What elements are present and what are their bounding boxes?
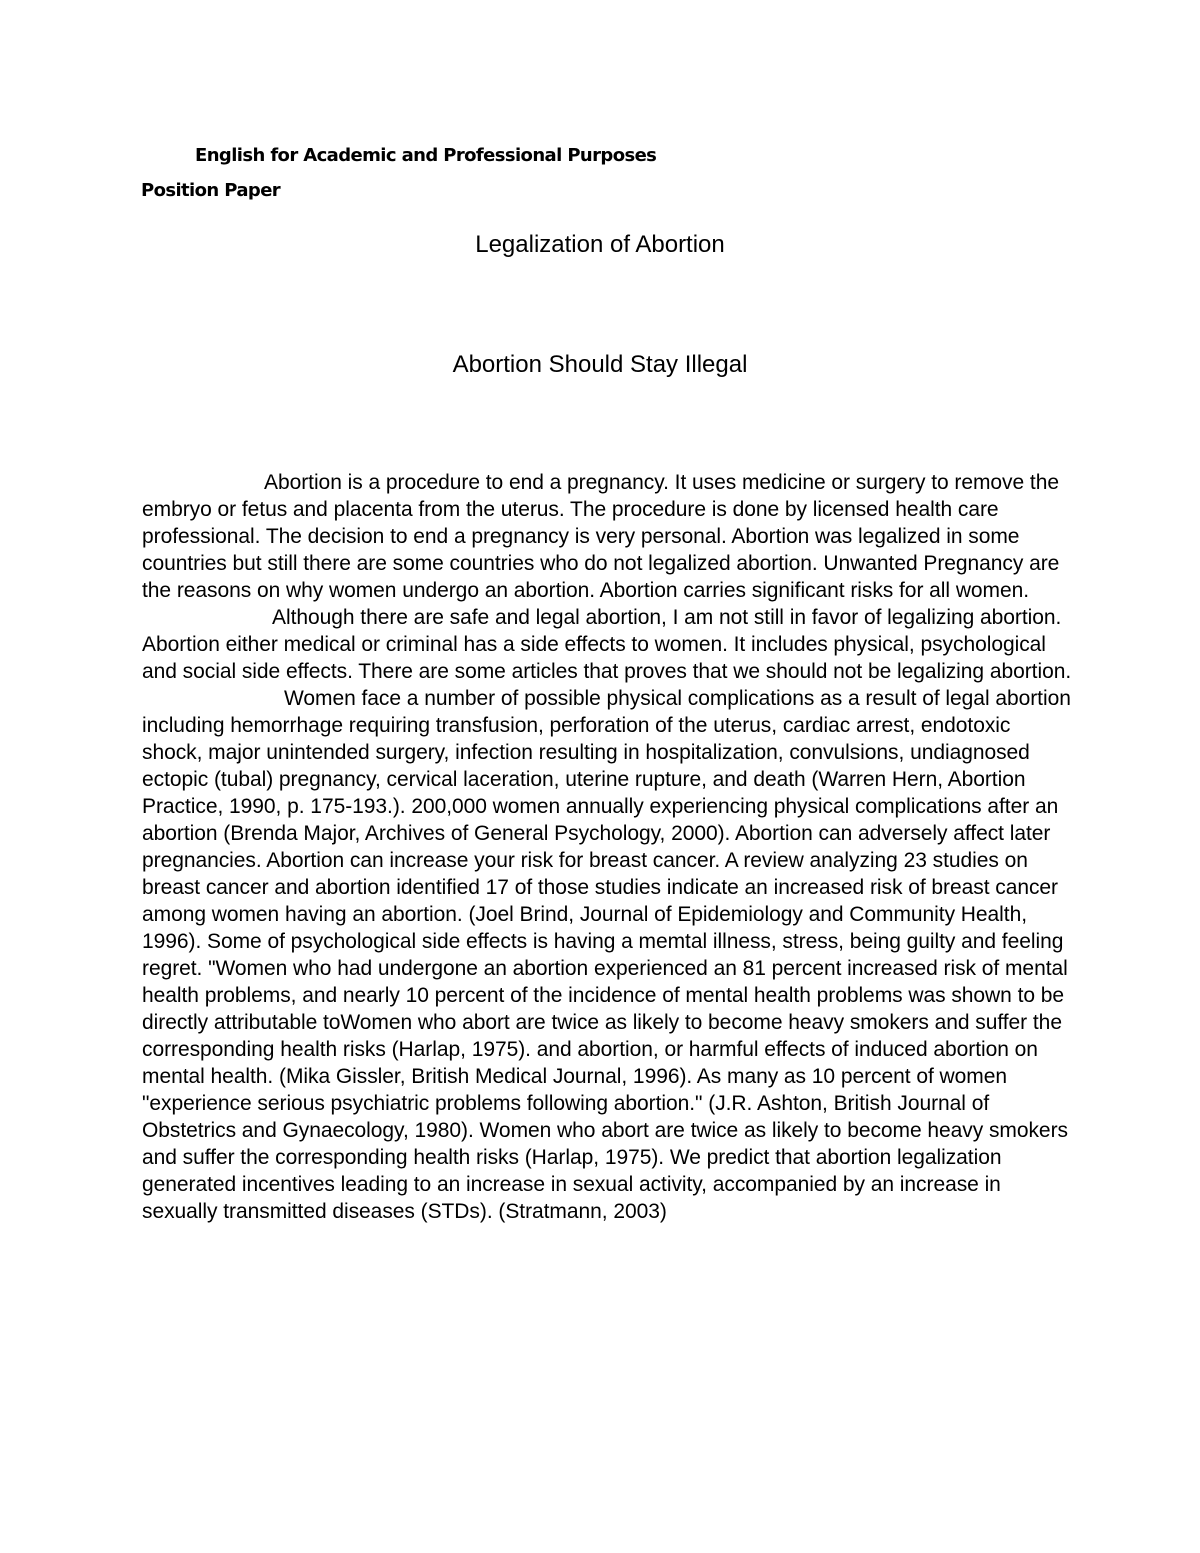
paper-type: Position Paper [141, 180, 281, 201]
paragraph-3: Women face a number of possible physical complications as a result of legal abortion including hemorrhage requiring transfusion, perforation of the uterus, cardiac arrest, endotoxic shock, major unintended surgery, infection resulting in hospitalization, convulsions, undiagnosed ectopic (tubal) pregnancy, cervical laceration, uterine rupture, and death (Warren Hern, Abortion Practice, 1990, p. 175-193.). 200,000 women annually experiencing physical complications after an abortion (Brenda Major, Archives of General Psychology, 2000). Abortion can adversely affect later pregnancies. Abortion can increase your risk for breast cancer. A review analyzing 23 studies on breast cancer and abortion identified 17 of those studies indicate an increased risk of breast cancer among women having an abortion. (Joel Brind, Journal of Epidemiology and Community Health, 1996). Some of psychological side effects is having a memtal illness, stress, being guilty and feeling regret. "Women who had undergone an abortion experienced an 81 percent increased risk of mental health problems, and nearly 10 percent of the incidence of mental health problems was shown to be directly attributable toWomen who abort are twice as likely to become heavy smokers and suffer the corresponding health risks (Harlap, 1975). and abortion, or harmful effects of induced abortion on mental health. (Mika Gissler, British Medical Journal, 1996). As many as 10 percent of women "experience serious psychiatric problems following abortion." (J.R. Ashton, British Journal of Obstetrics and Gynaecology, 1980). Women who abort are twice as likely to become heavy smokers and suffer the corresponding health risks (Harlap, 1975). We predict that abortion legalization generated incentives leading to an increase in sexual activity, accompanied by an increase in sexually transmitted diseases (STDs). (Stratmann, 2003) [142, 687, 1071, 1223]
paragraph-2: Although there are safe and legal abortion, I am not still in favor of legalizing abortion. Abortion either medical or criminal has a side effects to women. It includes physical, psychological and social side effects. There are some articles that proves that we should not be legalizing abortion. [142, 606, 1072, 683]
paragraph-1: Abortion is a procedure to end a pregnancy. It uses medicine or surgery to remove the embryo or fetus and placenta from the uterus. The procedure is done by licensed health care professional. The decision to end a pregnancy is very personal. Abortion was legalized in some countries but still there are some countries who do not legalized abortion. Unwanted Pregnancy are the reasons on why women undergo an abortion. Abortion carries significant risks for all women. [142, 471, 1060, 602]
document-title: Legalization of Abortion [475, 231, 725, 258]
body-text [142, 469, 1072, 1225]
course-title: English for Academic and Professional Purposes [195, 145, 657, 166]
document-subtitle: Abortion Should Stay Illegal [452, 351, 748, 378]
